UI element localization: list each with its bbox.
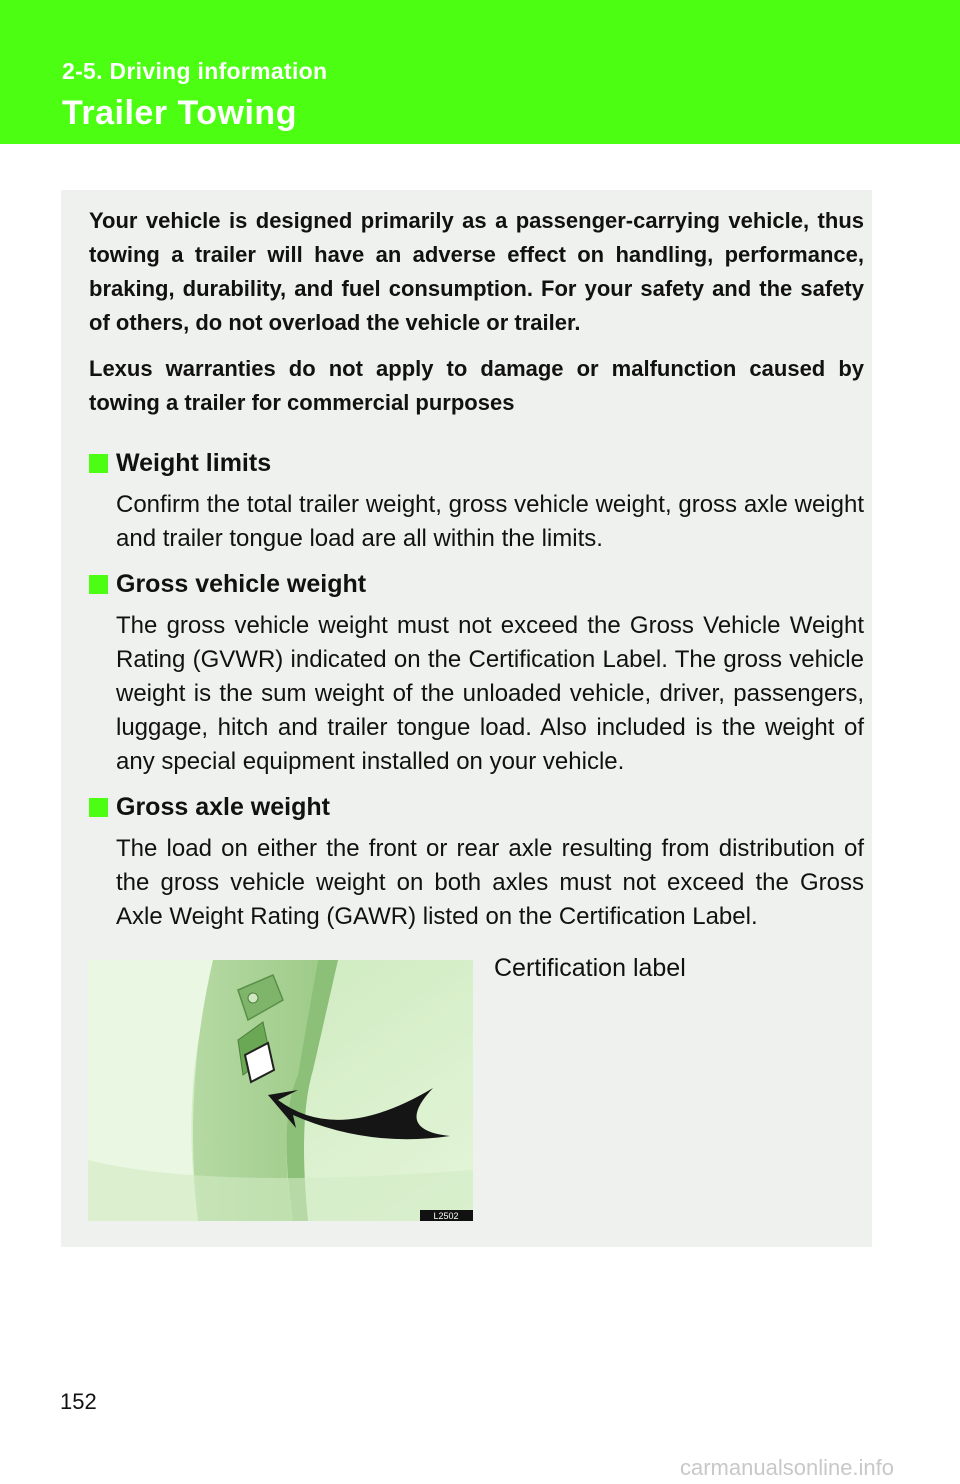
section-heading-text: Gross vehicle weight	[116, 570, 367, 598]
section-heading-text: Gross axle weight	[116, 793, 330, 821]
square-bullet-icon	[89, 798, 108, 817]
section-body-weight-limits: Confirm the total trailer weight, gross vehicle weight, gross axle weight and trailer tongue load are all within the limits.	[116, 491, 864, 552]
intro-paragraph-1: Your vehicle is designed primarily as a passenger-carrying vehicle, thus towing a trailer will have an adverse effect on handling, performance, braking, durability, and fuel consumption. For your safety and the safety of others, do not overload the vehicle or trailer.	[89, 208, 864, 335]
square-bullet-icon	[89, 454, 108, 473]
figure-code: L2502	[433, 1211, 459, 1221]
certification-label-illustration	[88, 960, 473, 1221]
section-heading-weight-limits	[89, 449, 271, 478]
watermark: carmanualsonline.info	[680, 1455, 895, 1480]
figure-caption: Certification label	[494, 954, 686, 982]
section-label: 2-5. Driving information	[62, 58, 328, 84]
section-heading-gross-vehicle-weight	[89, 570, 366, 599]
intro-paragraph-2: Lexus warranties do not apply to damage or malfunction caused by towing a trailer for commercial purposes	[89, 356, 864, 415]
section-heading-gross-axle-weight	[89, 793, 330, 822]
page-header	[0, 0, 960, 144]
square-bullet-icon	[89, 575, 108, 594]
page-title: Trailer Towing	[62, 94, 297, 132]
section-body-gross-vehicle-weight: The gross vehicle weight must not exceed the Gross Vehicle Weight Rating (GVWR) indicated on the Certification Label. The gross vehicle weight is the sum weight of the unloaded vehicle, driver, passengers, luggage, hitch and trailer tongue load. Also included is the weight of any special equipment installed on your vehicle.	[116, 612, 864, 775]
section-heading-text: Weight limits	[116, 449, 272, 477]
section-body-gross-axle-weight: The load on either the front or rear axle resulting from distribution of the gross vehicle weight on both axles must not exceed the Gross Axle Weight Rating (GAWR) listed on the Certification Label.	[116, 835, 864, 930]
page-number: 152	[60, 1389, 97, 1414]
